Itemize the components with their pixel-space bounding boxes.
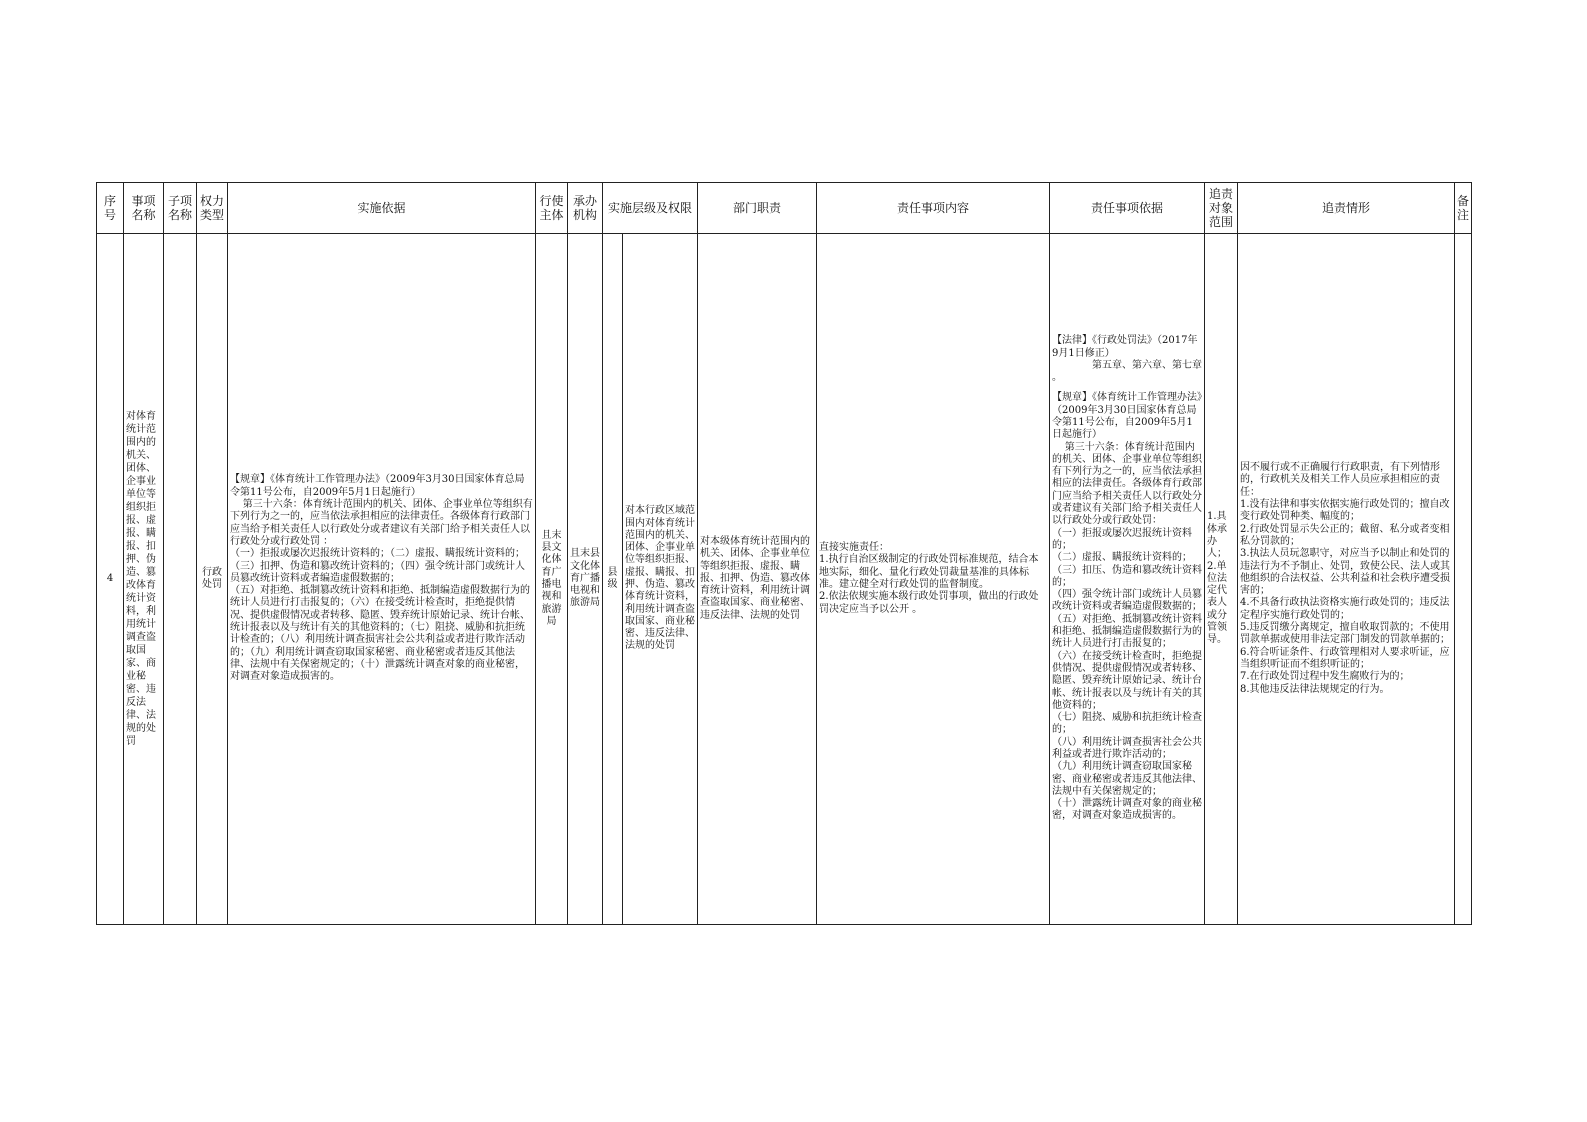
cell-basis: 【规章】《体育统计工作管理办法》（2009年3月30日国家体育总局令第11号公布，自2009年5月1日起施行） 第三十六条：体育统计范围内的机关、团体、企事业单位等组织有下列行为之一的，应当依法承担相应的法律责任。各级体育行政部门应当给予相关责任人以行政处分或者建议有关部门给予相关责任人以行政处分或行政处罚 ： （一）拒报或屡次迟报统计资料的；（二）虚报、瞒报统计资料的；（三）扣押、伪造和篡改统计资料的；（四）强令统计部门或统计人员篡改统计资料或者编造虚假数据的； （五）对拒绝、抵制篡改统计资料和拒绝、抵制编造虚假数据行为的统计人员进行打击报复的；（六）在接受统计检查时，拒绝提供情况、提供虚假情况或者转移、隐匿、毁弃统计原始记录、统计台帐、统计报表以及与统计有关的其他资料的；（七）阻挠、威胁和抗拒统计检查的；（八）利用统计调查损害社会公共利益或者进行欺诈活动的；（九）利用统计调查窃取国家秘密、商业秘密或者违反其他法律、法规中有关保密规定的；（十）泄露统计调查对象的商业秘密，对调查对象造成损害的。 (228, 234, 536, 925)
header-agency: 承办机构 (568, 183, 603, 234)
cell-agency: 且末县文化体育广播电视和旅游局 (568, 234, 603, 925)
cell-resp-content: 直接实施责任： 1.执行自治区级制定的行政处罚标准规范，结合本地实际，细化、量化行政处罚裁量基准的具体标准。建立健全对行政处罚的监督制度。 2.依法依规实施本级行政处罚事项，做出的行政处罚决定应当予以公开 。 (817, 234, 1050, 925)
resp-basis-law: 【法律】《行政处罚法》（2017年9月1日修正） (1052, 335, 1198, 359)
header-level: 实施层级及权限 (603, 183, 698, 234)
cell-subject: 且末县文化体育广播电视和旅游局 (536, 234, 568, 925)
table-row (97, 234, 1472, 925)
cell-item-name: 对体育统计范围内的机关、团体、企事业单位等组织拒报、虚报、瞒报、扣押、伪造、篡改体育统计资料，利用统计调查盗取国家、商业秘密、违反法律、法规的处罚 (124, 234, 164, 925)
header-subject: 行使主体 (536, 183, 568, 234)
cell-scope: 对本行政区域范围内对体育统计范围内的机关、团体、企事业单位等组织拒报、虚报、瞒报、扣押、伪造、篡改体育统计资料，利用统计调查盗取国家、商业秘密、违反法律、法规的处罚 (625, 505, 695, 652)
cell-power-type: 行政处罚 (197, 234, 228, 925)
header-account-scope: 追责对象范围 (1205, 183, 1238, 234)
cell-remark (1455, 234, 1472, 925)
cell-seq: 4 (97, 234, 124, 925)
header-resp-content: 责任事项内容 (817, 183, 1050, 234)
authority-table-sheet (96, 182, 1471, 925)
header-duty: 部门职责 (698, 183, 817, 234)
cell-duty: 对本级体育统计范围内的机关、团体、企事业单位等组织拒报、虚报、瞒报、扣押、伪造、篡改体育统计资料，利用统计调查盗取国家、商业秘密、违反法律、法规的处罚 (698, 234, 817, 925)
header-seq: 序号 (97, 183, 124, 234)
header-basis: 实施依据 (228, 183, 536, 234)
header-resp-basis: 责任事项依据 (1050, 183, 1205, 234)
header-item-name: 事项名称 (124, 183, 164, 234)
cell-sub-name (164, 234, 197, 925)
authority-table (96, 182, 1472, 925)
header-remark: 备注 (1455, 183, 1472, 234)
cell-account-case: 因不履行或不正确履行行政职责，有下列情形的，行政机关及相关工作人员应承担相应的责任： 1.没有法律和事实依据实施行政处罚的；擅自改变行政处罚种类、幅度的； 2.行政处罚显示失公正的；截留、私分或者变相私分罚款的； 3.执法人员玩忽职守，对应当予以制止和处罚的违法行为不予制止、处罚，致使公民、法人或其他组织的合法权益、公共利益和社会秩序遭受损害的； 4.不具备行政执法资格实施行政处罚的；违反法定程序实施行政处罚的； 5.违反罚缴分离规定，擅自收取罚款的；不使用罚款单据或使用非法定部门制发的罚款单据的； 6.符合听证条件、行政管理相对人要求听证，应当组织听证而不组织听证的； 7.在行政处罚过程中发生腐败行为的； 8.其他违反法律法规规定的行为。 (1238, 234, 1455, 925)
header-sub-name: 子项名称 (164, 183, 197, 234)
cell-level-scope (603, 234, 698, 925)
header-row (97, 183, 1472, 234)
header-power-type: 权力类型 (197, 183, 228, 234)
cell-account-scope: 1.具体承办人； 2.单位法定代表人或分管领导。 (1205, 234, 1238, 925)
header-account-case: 追责情形 (1238, 183, 1455, 234)
cell-resp-basis (1050, 234, 1205, 925)
resp-basis-rule: 【规章】《体育统计工作管理办法》（2009年3月30日国家体育总局令第11号公布，自2009年5月1日起施行） 第三十六条：体育统计范围内的机关、团体、企事业单位等组织有下列行为之一的，应当依法承担相应的法律责任。各级体育行政部门应当给予相关责任人以行政处分或者建议有关部门给予相关责任人以行政处分或行政处罚： （一）拒报或屡次迟报统计资料的； （二）虚报、瞒报统计资料的； （三）扣压、伪造和篡改统计资料的； （四）强令统计部门或统计人员篡改统计资料或者编造虚假数据的； （五）对拒绝、抵制篡改统计资料和拒绝、抵制编造虚假数据行为的统计人员进行打击报复的； （六）在接受统计检查时，拒绝提供情况、提供虚假情况或者转移、隐匿、毁弃统计原始记录、统计台帐、统计报表以及与统计有关的其他资料的； （七）阻挠、威胁和抗拒统计检查的； （八）利用统计调查损害社会公共利益或者进行欺诈活动的； （九）利用统计调查窃取国家秘密、商业秘密或者违反其他法律、法规中有关保密规定的； （十）泄露统计调查对象的商业秘密，对调查对象造成损害的。 (1052, 392, 1202, 822)
cell-level: 县级 (603, 234, 623, 924)
resp-basis-period: 。 (1052, 372, 1062, 384)
resp-basis-chapters: 第五章、第六章、第七章 (1092, 359, 1202, 371)
